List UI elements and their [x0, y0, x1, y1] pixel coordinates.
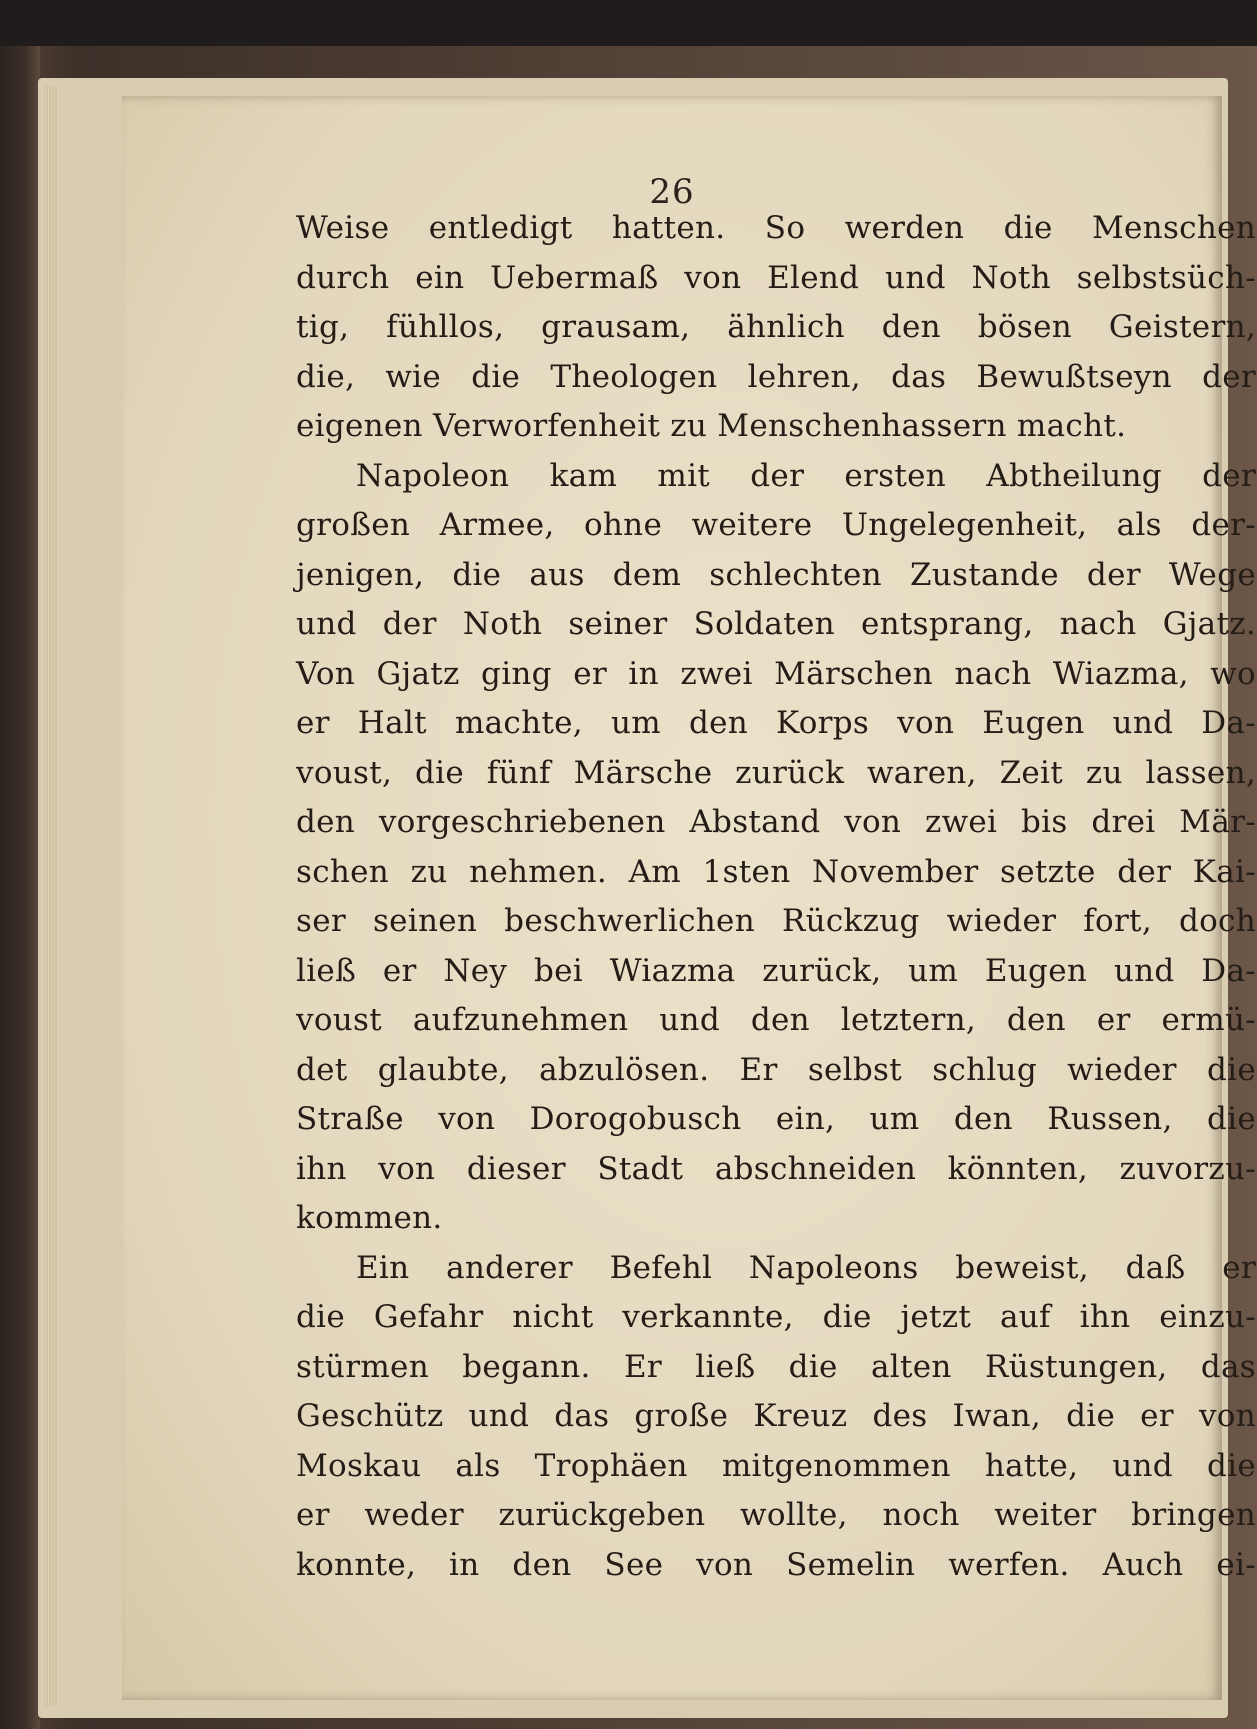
text-line: voust, die fünf Märsche zurück waren, Zeit zu lassen, — [296, 754, 1256, 791]
text-line: tig, fühllos, grausam, ähnlich den bösen Geistern, — [296, 309, 1256, 345]
text-line: Von Gjatz ging er in zwei Märschen nach Wiazma, wo — [296, 655, 1256, 692]
text-line: schen zu nehmen. Am 1sten November setzte der Kai- — [296, 853, 1256, 890]
text-line: Weise entledigt hatten. So werden die Menschen — [296, 210, 1256, 246]
text-line: er weder zurückgeben wollte, noch weiter bringen — [296, 1497, 1256, 1533]
text-line: ser seinen beschwerlichen Rückzug wieder fort, doch — [296, 903, 1256, 939]
page-number: 26 — [649, 172, 695, 212]
text-line: Geschütz und das große Kreuz des Iwan, die er von — [296, 1398, 1256, 1434]
book-page — [122, 96, 1256, 1700]
text-line: großen Armee, ohne weitere Ungelegenheit, als der- — [296, 507, 1256, 543]
text-line: die Gefahr nicht verkannte, die jetzt auf ihn einzu- — [296, 1299, 1256, 1335]
body-text — [296, 204, 1256, 1590]
text-line: det glaubte, abzulösen. Er selbst schlug wieder die — [296, 1051, 1256, 1088]
text-line: voust aufzunehmen und den letztern, den er ermü- — [296, 1002, 1256, 1038]
text-line: Straße von Dorogobusch ein, um den Russen, die — [296, 1101, 1256, 1137]
book-spine — [0, 46, 40, 1729]
text-line: Napoleon kam mit der ersten Abtheilung der — [356, 457, 1256, 494]
text-line: ließ er Ney bei Wiazma zurück, um Eugen und Da- — [296, 952, 1256, 989]
text-line: stürmen begann. Er ließ die alten Rüstungen, das — [296, 1348, 1256, 1385]
text-line: konnte, in den See von Semelin werfen. Auch ei- — [296, 1546, 1256, 1583]
text-line: eigenen Verworfenheit zu Menschenhassern macht. — [296, 408, 1127, 444]
text-line: Ein anderer Befehl Napoleons beweist, daß er — [356, 1249, 1256, 1286]
text-line: Moskau als Trophäen mitgenommen hatte, und die — [296, 1447, 1256, 1484]
text-line: den vorgeschriebenen Abstand von zwei bis drei Mär- — [296, 804, 1256, 840]
page-edges — [44, 86, 58, 1706]
text-line: kommen. — [296, 1200, 443, 1236]
text-line: und der Noth seiner Soldaten entsprang, nach Gjatz. — [296, 606, 1256, 642]
text-line: ihn von dieser Stadt abschneiden könnten, zuvorzu- — [296, 1150, 1256, 1187]
text-line: jenigen, die aus dem schlechten Zustande der Wege — [296, 556, 1256, 593]
text-line: durch ein Uebermaß von Elend und Noth selbstsüch- — [296, 259, 1256, 296]
text-line: die, wie die Theologen lehren, das Bewußtseyn der — [296, 358, 1256, 395]
text-line: er Halt machte, um den Korps von Eugen und Da- — [296, 705, 1256, 741]
